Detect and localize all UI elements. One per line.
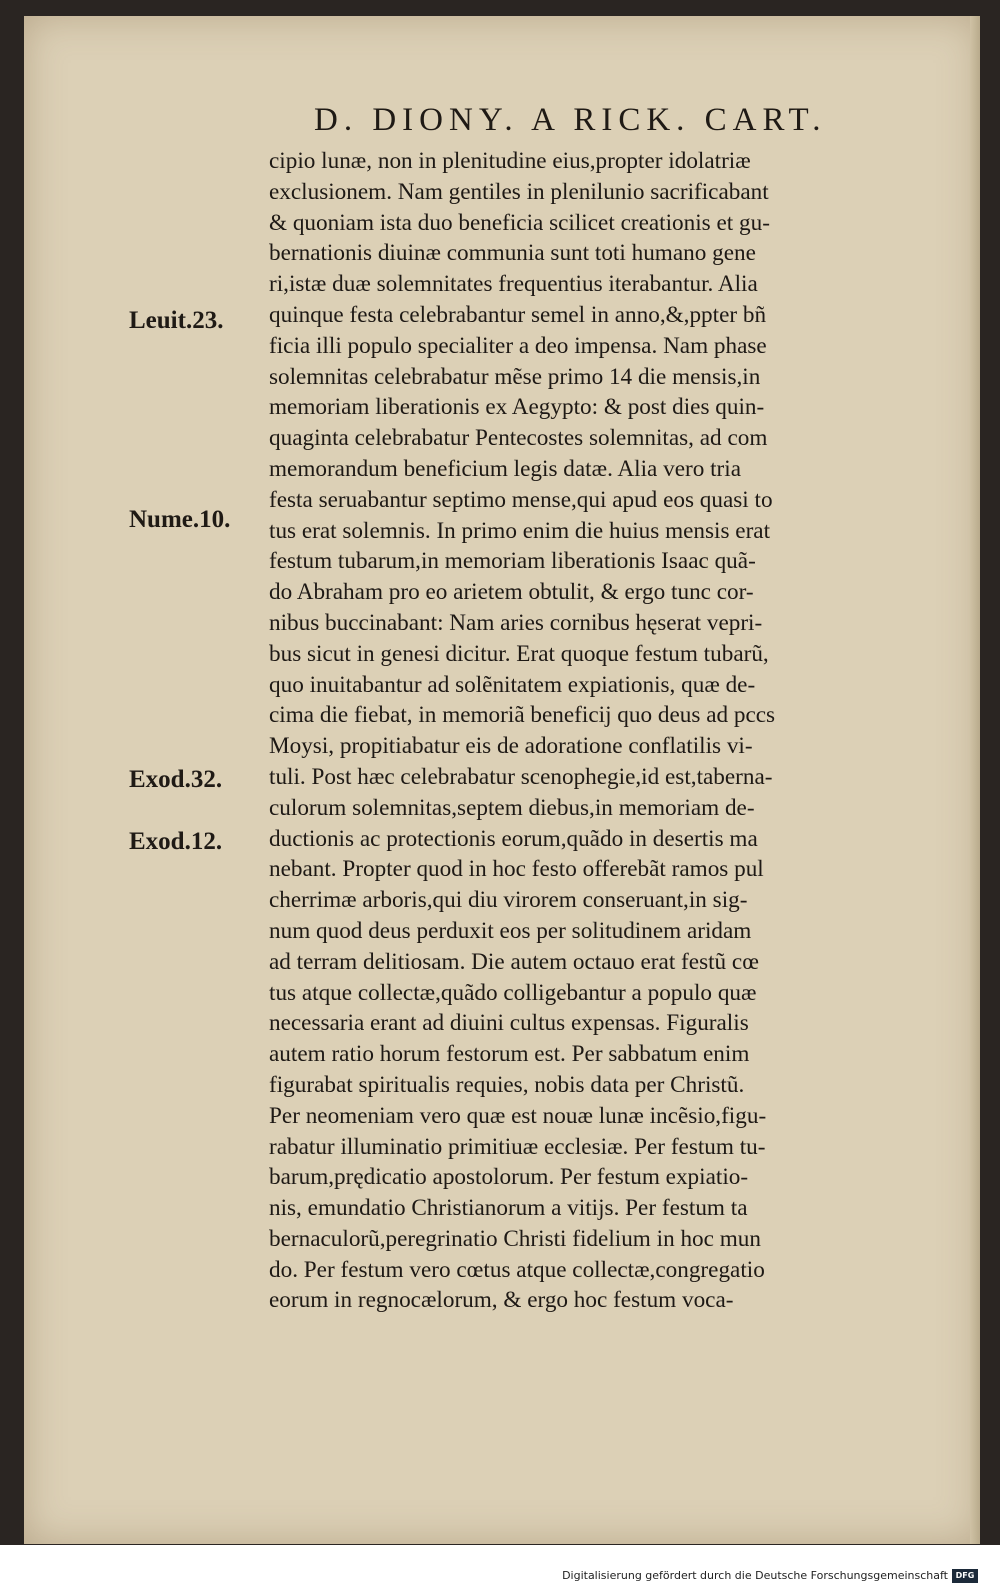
text-line: ri,istæ duæ solemnitates frequentius iterabantur. Alia (269, 271, 758, 298)
text-line: eorum in regnocælorum, & ergo hoc festum voca- (269, 1287, 734, 1314)
text-line: festum tubarum,in memoriam liberationis Isaac quã- (269, 548, 756, 575)
margin-note-exodus-32: Exod.32. (129, 766, 223, 793)
text-line: necessaria erant ad diuini cultus expensas. Figuralis (269, 1010, 749, 1037)
text-line: ad terram delitiosam. Die autem octauo erat festũ cœ (269, 948, 759, 975)
text-line: autem ratio horum festorum est. Per sabbatum enim (269, 1041, 750, 1068)
text-line: cima die fiebat, in memoriã beneficij quo deus ad pccs (269, 702, 776, 729)
text-line: cherrimæ arboris,qui diu virorem conseruant,in sig- (269, 887, 748, 914)
text-line: quaginta celebrabatur Pentecostes solemnitas, ad com (269, 425, 768, 452)
text-line: festa seruabantur septimo mense,qui apud eos quasi to (269, 486, 773, 513)
text-line: tus atque collectæ,quãdo colligebantur a populo quæ (269, 979, 757, 1006)
digitization-footer (0, 1545, 1000, 1587)
text-line: ductionis ac protectionis eorum,quãdo in desertis ma (269, 825, 758, 852)
margin-note-numbers: Nume.10. (129, 506, 231, 533)
running-head: D. DIONY. A RICK. CART. (314, 102, 827, 138)
text-line: barum,prędicatio apostolorum. Per festum expiatio- (269, 1164, 749, 1191)
text-line: nis, emundatio Christianorum a vitijs. Per festum ta (269, 1195, 748, 1222)
text-line: memoriam liberationis ex Aegypto: & post dies quin- (269, 394, 765, 421)
text-line: nibus buccinabant: Nam aries cornibus hęserat vepri- (269, 609, 763, 636)
text-line: Per neomeniam vero quæ est nouæ lunæ incẽsio,figu- (269, 1102, 767, 1129)
text-line: Moysi, propitiabatur eis de adoratione conflatilis vi- (269, 733, 753, 760)
text-line: bernaculorũ,peregrinatio Christi fidelium in hoc mun (269, 1225, 761, 1252)
text-line: cipio lunæ, non in plenitudine eius,propter idolatriæ (269, 148, 751, 174)
text-line: bernationis diuinæ communia sunt toti humano gene (269, 240, 756, 267)
text-line: rabatur illuminatio primitiuæ ecclesiæ. Per festum tu- (269, 1133, 766, 1160)
text-line: figurabat spiritualis requies, nobis data per Christũ. (269, 1071, 745, 1098)
text-line: tuli. Post hæc celebrabatur scenophegie,id est,taberna- (269, 763, 773, 790)
funding-credit: Digitalisierung gefördert durch die Deutsche Forschungsgemeinschaft (562, 1569, 948, 1582)
text-line: quinque festa celebrabantur semel in anno,&,ppter bñ (269, 301, 767, 328)
page-edge (970, 16, 980, 1544)
body-text (269, 146, 959, 1316)
text-line: ficia illi populo specialiter a deo impensa. Nam phase (269, 332, 767, 359)
text-line: do Abraham pro eo arietem obtulit, & ergo tunc cor- (269, 579, 754, 606)
text-line: & quoniam ista duo beneficia scilicet creationis et gu- (269, 209, 770, 236)
margin-note-leviticus: Leuit.23. (129, 307, 224, 334)
text-line: solemnitas celebrabatur mẽse primo 14 die mensis,in (269, 363, 761, 390)
margin-note-exodus-12: Exod.12. (129, 828, 223, 855)
text-line: do. Per festum vero cœtus atque collectæ,congregatio (269, 1256, 765, 1283)
text-line: tus erat solemnis. In primo enim die huius mensis erat (269, 517, 771, 544)
dfg-logo: DFG (952, 1569, 978, 1583)
text-line: culorum solemnitas,septem diebus,in memoriam de- (269, 794, 755, 821)
book-page (24, 16, 980, 1544)
text-line: num quod deus perduxit eos per solitudinem aridam (269, 917, 752, 944)
text-line: nebant. Propter quod in hoc festo offerebãt ramos pul (269, 856, 764, 883)
text-line: memorandum beneficium legis datæ. Alia vero tria (269, 455, 741, 482)
text-line: exclusionem. Nam gentiles in plenilunio sacrificabant (269, 178, 769, 205)
text-line: quo inuitabantur ad solẽnitatem expiationis, quæ de- (269, 671, 756, 698)
text-line: bus sicut in genesi dicitur. Erat quoque festum tubarũ, (269, 640, 769, 667)
